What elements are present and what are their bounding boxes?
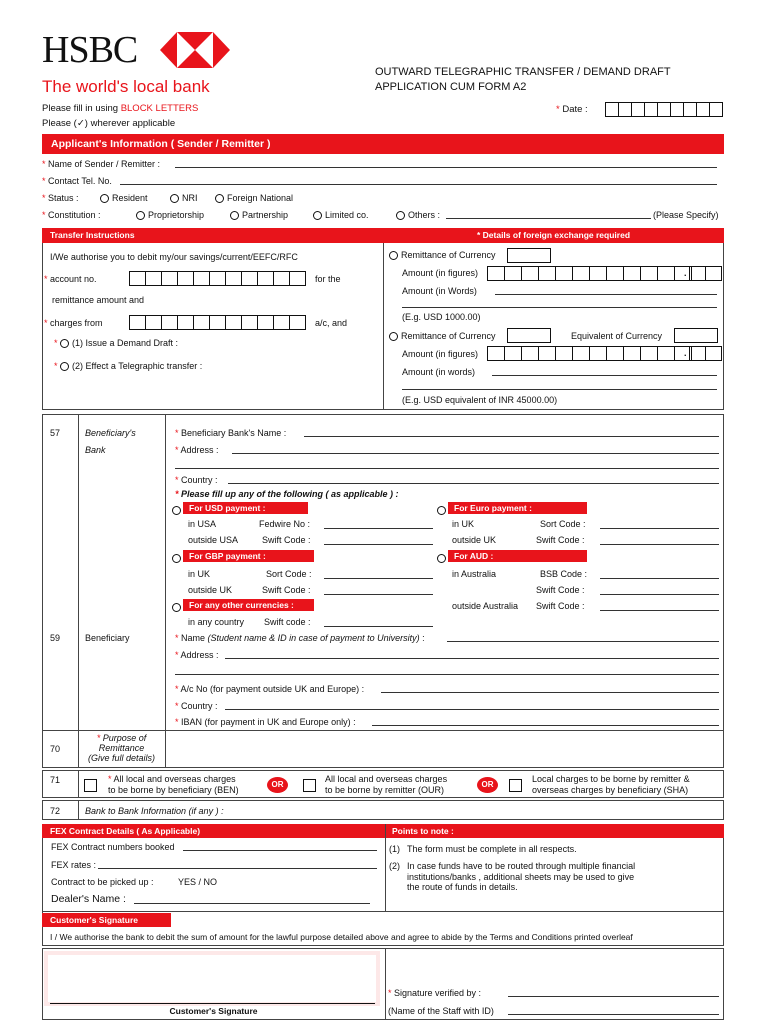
ben-checkbox[interactable] [84, 779, 97, 792]
gbp-outside: outside UK [188, 585, 233, 595]
form-title-2: APPLICATION CUM FORM A2 [375, 81, 527, 93]
beneficiary-bank-label-1: Beneficiary's [85, 428, 136, 438]
radio-icon [389, 332, 398, 341]
fedwire-field[interactable] [324, 528, 433, 529]
block-letters-note: Please fill in using BLOCK LETTERS [42, 103, 199, 114]
point-1-num: (1) [389, 844, 400, 854]
please-specify: (Please Specify) [653, 210, 719, 220]
amount-words-field-1b[interactable] [402, 307, 717, 308]
radio-icon [60, 339, 69, 348]
aud-outside-swift-field[interactable] [600, 610, 719, 611]
fx-remit-currency[interactable]: Remittance of Currency [389, 250, 496, 260]
euro-swift-field[interactable] [600, 544, 719, 545]
fill-note: * Please fill up any of the following ( as applicable ) : [175, 489, 399, 499]
sender-name-label: * Name of Sender / Remitter : [42, 159, 160, 169]
point-1: The form must be complete in all respects. [407, 844, 577, 854]
status-nri[interactable]: NRI [170, 193, 198, 203]
bank-country-label: * Country : [175, 475, 218, 485]
code-71: 71 [50, 775, 61, 785]
code-divider-71 [78, 770, 79, 798]
amount-figures-label-1: Amount (in figures) [402, 268, 479, 278]
others-field[interactable] [446, 218, 651, 219]
ben-text: * All local and overseas charges to be borne by beneficiary (BEN) [108, 774, 239, 795]
form-title-1: OUTWARD TELEGRAPHIC TRANSFER / DEMAND DRAFT [375, 66, 671, 78]
aud-outside: outside Australia [452, 601, 519, 611]
fedwire-label: Fedwire No : [259, 519, 311, 529]
aud-swift-label: Swift Code : [536, 585, 585, 595]
transfer-divider [383, 243, 384, 410]
fex-rates-label: FEX rates : [51, 860, 97, 870]
picked-label: Contract to be picked up : [51, 877, 154, 887]
euro-sort-field[interactable] [600, 528, 719, 529]
euro-radio[interactable] [437, 506, 446, 515]
decimal-dot: . [684, 268, 687, 278]
fex-numbers-label: FEX Contract numbers booked [51, 842, 175, 852]
aud-bsb-field[interactable] [600, 578, 719, 579]
amount-words-field-1[interactable] [495, 294, 717, 295]
logo-wordmark: HSBC [42, 29, 138, 71]
transfer-section-title: Transfer Instructions [42, 228, 383, 243]
radio-icon [389, 251, 398, 260]
our-checkbox[interactable] [303, 779, 316, 792]
usd-swift-field[interactable] [324, 544, 433, 545]
gbp-swift-field[interactable] [324, 594, 433, 595]
radio-icon [100, 194, 109, 203]
charges-account-input[interactable] [130, 315, 306, 330]
decimal-dot: . [684, 348, 687, 358]
aud-bsb-label: BSB Code : [540, 569, 588, 579]
fx-section-title: * Details of foreign exchange required [383, 228, 724, 243]
usd-in-usa: in USA [188, 519, 217, 529]
radio-icon [215, 194, 224, 203]
code-57: 57 [50, 428, 61, 438]
beneficiary-bank-label-2: Bank [85, 445, 106, 455]
dealer-field[interactable] [134, 903, 370, 904]
aud-tab: For AUD : [448, 550, 587, 562]
currency-box-2[interactable] [507, 328, 551, 343]
bank-country-field[interactable] [228, 483, 719, 484]
status-foreign[interactable]: Foreign National [215, 193, 293, 203]
code-59: 59 [50, 633, 61, 643]
sender-name-field[interactable] [175, 167, 717, 168]
for-the-text: for the [315, 274, 341, 284]
amount-decimal-input-2[interactable] [690, 346, 722, 361]
radio-icon [396, 211, 405, 220]
tick-note: Please (✓) wherever applicable [42, 118, 176, 129]
euro-in-uk: in UK [452, 519, 475, 529]
signature-section-title: Customer's Signature [42, 913, 171, 927]
sha-text: Local charges to be borne by remitter & overseas charges by beneficiary (SHA) [532, 774, 690, 795]
amount-words-field-2b[interactable] [402, 389, 717, 390]
beneficiary-address-label: * Address : [175, 650, 219, 660]
yes-no-option[interactable]: YES / NO [178, 877, 218, 887]
account-number-input[interactable] [130, 271, 306, 286]
gbp-sort-field[interactable] [324, 578, 433, 579]
remit-amount-text: remittance amount and [52, 295, 145, 305]
amount-words-field-2[interactable] [492, 375, 717, 376]
aud-radio[interactable] [437, 554, 446, 563]
constitution-label: * Constitution : [42, 210, 101, 220]
signature-divider [385, 948, 386, 1020]
amount-figures-input-1[interactable] [488, 266, 692, 281]
dealer-label: Dealer's Name : [51, 893, 126, 905]
usd-swift-label: Swift Code : [262, 535, 311, 545]
acno-label: * A/c No (for payment outside UK and Europe) : [175, 684, 364, 694]
option-demand-draft[interactable]: * (1) Issue a Demand Draft : [54, 338, 178, 348]
verified-field[interactable] [508, 996, 719, 997]
other-radio[interactable] [172, 603, 181, 612]
radio-icon [60, 362, 69, 371]
option-telegraphic[interactable]: * (2) Effect a Telegraphic transfer : [54, 361, 202, 371]
fex-numbers-field[interactable] [183, 850, 377, 851]
fex-section-title: FEX Contract Details ( As Applicable) [42, 824, 385, 838]
status-resident[interactable]: Resident [100, 193, 148, 203]
point-2-num: (2) [389, 861, 400, 871]
our-text: All local and overseas charges to be borne by remitter (OUR) [325, 774, 448, 795]
sha-checkbox[interactable] [509, 779, 522, 792]
signature-caption: Customer's Signature [169, 1006, 258, 1016]
euro-outside: outside UK [452, 535, 497, 545]
amount-words-label-1: Amount (in Words) [402, 286, 477, 296]
euro-tab: For Euro payment : [448, 502, 587, 514]
gbp-radio[interactable] [172, 554, 181, 563]
tel-field[interactable] [120, 184, 717, 185]
ac-and-text: a/c, and [315, 318, 348, 328]
label-column-divider [165, 414, 166, 768]
gbp-tab: For GBP payment : [183, 550, 314, 562]
acno-field[interactable] [381, 692, 719, 693]
authorise-text: I/We authorise you to debit my/our savings/current/EEFC/RFC [50, 252, 298, 262]
bank-name-label: * Beneficiary Bank's Name : [175, 428, 286, 438]
const-proprietorship[interactable]: Proprietorship [136, 210, 204, 220]
usd-outside: outside USA [188, 535, 239, 545]
usd-tab: For USD payment : [183, 502, 308, 514]
radio-icon [230, 211, 239, 220]
tagline: The world's local bank [42, 77, 210, 96]
const-partnership[interactable]: Partnership [230, 210, 288, 220]
tel-label: * Contact Tel. No. [42, 176, 112, 186]
or-badge-2: OR [477, 777, 498, 793]
amount-figures-input-2[interactable] [488, 346, 692, 361]
staff-label: (Name of the Staff with ID) [388, 1006, 494, 1016]
bank-name-field[interactable] [304, 436, 719, 437]
point-2: In case funds have to be routed through multiple financial institutions/banks , additional sheets may be used to give the route of funds in details. [407, 861, 636, 892]
signature-authorise-text: I / We authorise the bank to debit the sum of amount for the lawful purpose detailed above and agree to abide by the Terms and Conditions printed overleaf [50, 932, 633, 942]
radio-icon [136, 211, 145, 220]
aud-outside-swift-label: Swift Code : [536, 601, 585, 611]
code-divider-72 [78, 800, 79, 820]
charges-from-label: * charges from [44, 318, 103, 328]
other-swift-label: Swift code : [264, 617, 311, 627]
bank-info-label[interactable]: Bank to Bank Information (if any ) : [85, 806, 224, 816]
beneficiary-name-label: * Name (Student name & ID in case of payment to University) : [175, 633, 425, 643]
amount-figures-label-2: Amount (in figures) [402, 349, 479, 359]
radio-icon [170, 194, 179, 203]
euro-sort-label: Sort Code : [540, 519, 586, 529]
status-label: * Status : [42, 193, 79, 203]
other-in-any: in any country [188, 617, 245, 627]
or-badge-1: OR [267, 777, 288, 793]
const-limited[interactable]: Limited co. [313, 210, 369, 220]
code-column-divider [78, 414, 79, 768]
euro-swift-label: Swift Code : [536, 535, 585, 545]
applicant-section-title: Applicant's Information ( Sender / Remitter ) [42, 134, 724, 154]
points-section-title: Points to note : [386, 824, 724, 838]
fex-rates-field[interactable] [98, 868, 377, 869]
example-1: (E.g. USD 1000.00) [402, 312, 481, 322]
const-others[interactable]: Others : [396, 210, 440, 220]
beneficiary-name-field[interactable] [447, 641, 719, 642]
beneficiary-label: Beneficiary [85, 633, 130, 643]
gbp-sort-label: Sort Code : [266, 569, 312, 579]
equivalent-currency-box[interactable] [674, 328, 718, 343]
aud-swift-field[interactable] [600, 594, 719, 595]
amount-decimal-input-1[interactable] [690, 266, 722, 281]
amount-words-label-2: Amount (in words) [402, 367, 476, 377]
beneficiary-address-field-2[interactable] [175, 674, 719, 675]
hexagon-logo-icon [160, 32, 230, 68]
iban-label: * IBAN (for payment in UK and Europe only) : [175, 717, 356, 727]
fx-remit-currency-2[interactable]: Remittance of Currency [389, 331, 496, 341]
signature-line [50, 1003, 375, 1004]
bank-address-field[interactable] [232, 453, 719, 454]
usd-radio[interactable] [172, 506, 181, 515]
bank-address-field-2[interactable] [175, 468, 719, 469]
equivalent-currency-label: Equivalent of Currency [571, 331, 663, 341]
purpose-label: * Purpose of Remittance (Give full details) [87, 733, 156, 763]
code-72: 72 [50, 806, 61, 816]
purpose-field[interactable] [166, 731, 723, 767]
iban-field[interactable] [372, 725, 719, 726]
staff-field[interactable] [508, 1014, 719, 1015]
date-input[interactable] [606, 102, 723, 117]
beneficiary-address-field[interactable] [225, 658, 719, 659]
aud-in-australia: in Australia [452, 569, 497, 579]
other-tab: For any other currencies : [183, 599, 314, 611]
gbp-in-uk: in UK [188, 569, 211, 579]
date-label: * Date : [556, 104, 588, 115]
beneficiary-country-label: * Country : [175, 701, 218, 711]
beneficiary-country-field[interactable] [225, 709, 719, 710]
bank-address-label: * Address : [175, 445, 219, 455]
radio-icon [313, 211, 322, 220]
currency-box-1[interactable] [507, 248, 551, 263]
gbp-swift-label: Swift Code : [262, 585, 311, 595]
code-70: 70 [50, 744, 61, 754]
example-2: (E.g. USD equivalent of INR 45000.00) [402, 395, 558, 405]
verified-label: * Signature verified by : [388, 988, 481, 998]
signature-box[interactable] [48, 955, 376, 1002]
account-label: * account no. [44, 274, 97, 284]
other-swift-field[interactable] [324, 626, 433, 627]
hsbc-logo [42, 30, 232, 70]
